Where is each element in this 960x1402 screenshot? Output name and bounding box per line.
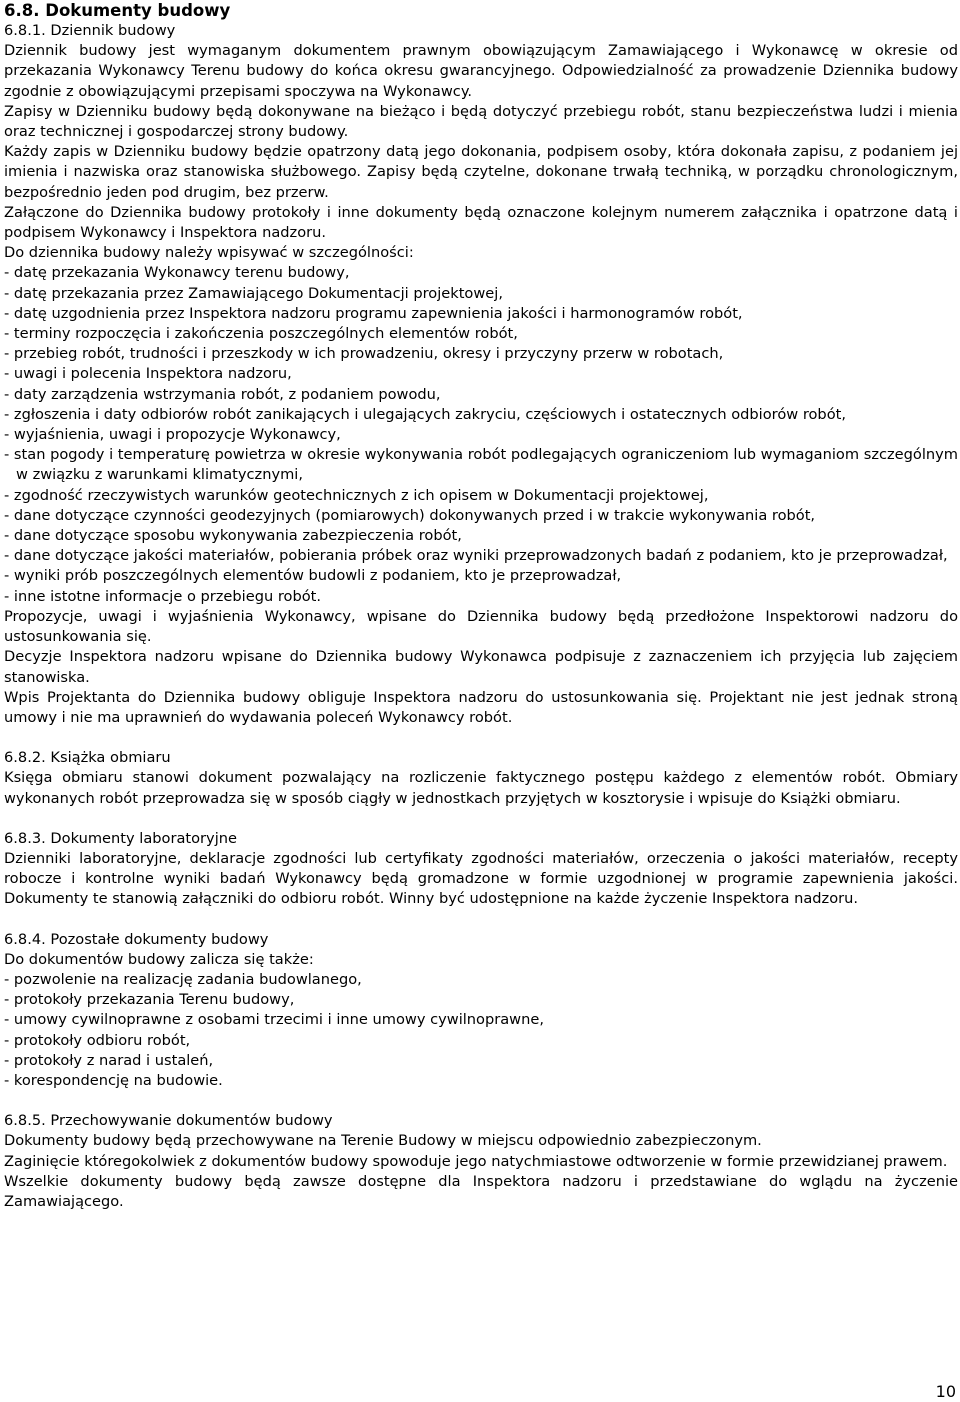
list-item: - terminy rozpoczęcia i zakończenia poszczególnych elementów robót, bbox=[4, 325, 518, 343]
list-item: - zgodność rzeczywistych warunków geotechnicznych z ich opisem w Dokumentacji projektowej, bbox=[4, 486, 709, 504]
list-item: - dane dotyczące sposobu wykonywania zabezpieczenia robót, bbox=[4, 527, 462, 545]
list-item: - korespondencję na budowie. bbox=[4, 1071, 223, 1089]
section-pozostale-dokumenty bbox=[4, 930, 958, 1092]
document-page bbox=[4, 0, 958, 1212]
paragraph: Dziennik budowy jest wymaganym dokumentem prawnym obowiązującym Zamawiającego i Wykonawcę w okresie od przekazania Wykonawcy Terenu budowy do końca okresu gwarancyjnego. Odpowiedzialność za prowadzenie Dziennika budowy zgodnie z obowiązującymi przepisami spoczywa na Wykonawcy. bbox=[4, 42, 958, 100]
subsection-heading: 6.8.5. Przechowywanie dokumentów budowy bbox=[4, 1112, 333, 1130]
paragraph: Każdy zapis w Dzienniku budowy będzie opatrzony datą jego dokonania, podpisem osoby, która dokonała zapisu, z podaniem jej imienia i nazwiska oraz stanowiska służbowego. Zapisy będą czytelne, dokonane trwałą techniką, w porządku chronologicznym, bezpośrednio jeden pod drugim, bez przerw. bbox=[4, 143, 958, 201]
paragraph: Dokumenty budowy będą przechowywane na Terenie Budowy w miejscu odpowiednio zabezpieczonym. bbox=[4, 1132, 762, 1150]
entries-list bbox=[4, 263, 958, 606]
list-item: - uwagi i polecenia Inspektora nadzoru, bbox=[4, 365, 292, 383]
list-item: - wyniki prób poszczególnych elementów budowli z podaniem, kto je przeprowadzał, bbox=[4, 567, 622, 585]
section-ksiazka-obmiaru bbox=[4, 748, 958, 809]
subsection-heading: 6.8.2. Książka obmiaru bbox=[4, 749, 171, 767]
list-item: - pozwolenie na realizację zadania budowlanego, bbox=[4, 970, 362, 988]
subsection-heading: 6.8.1. Dziennik budowy bbox=[4, 22, 176, 39]
list-item: - inne istotne informacje o przebiegu robót. bbox=[4, 587, 322, 605]
paragraph: Wszelkie dokumenty budowy będą zawsze dostępne dla Inspektora nadzoru i przedstawiane do wglądu na życzenie Zamawiającego. bbox=[4, 1172, 958, 1210]
list-item: - datę przekazania Wykonawcy terenu budowy, bbox=[4, 264, 350, 282]
paragraph: Zaginięcie któregokolwiek z dokumentów budowy spowoduje jego natychmiastowe odtworzenie w formie przewidzianej prawem. bbox=[4, 1152, 948, 1170]
list-item: - umowy cywilnoprawne z osobami trzecimi i inne umowy cywilnoprawne, bbox=[4, 1011, 544, 1029]
section-przechowywanie bbox=[4, 1111, 958, 1212]
list-item: - stan pogody i temperaturę powietrza w okresie wykonywania robót podlegających ograniczeniom lub wymaganiom szczególnym w związku z warunkami klimatycznymi, bbox=[4, 446, 958, 484]
paragraph: Dzienniki laboratoryjne, deklaracje zgodności lub certyfikaty zgodności materiałów, orzeczenia o jakości materiałów, recepty robocze i kontrolne wyniki badań Wykonawcy będą gromadzone w formie uzgodnionej w programie zapewnienia jakości. Dokumenty te stanowią załączniki do odbioru robót. Winny być udostępnione na każde życzenie Inspektora nadzoru. bbox=[4, 849, 958, 908]
list-item: - dane dotyczące jakości materiałów, pobierania próbek oraz wyniki przeprowadzonych badań z podaniem, kto je przeprowadzał, bbox=[4, 547, 948, 565]
list-item: - zgłoszenia i daty odbiorów robót zanikających i ulegających zakryciu, częściowych i ostatecznych odbiorów robót, bbox=[4, 405, 846, 423]
paragraph: Księga obmiaru stanowi dokument pozwalający na rozliczenie faktycznego postępu każdego z elementów robót. Obmiary wykonanych robót przeprowadza się w sposób ciągły w jednostkach przyjętych w kosztorysie i wpisuje do Książki obmiaru. bbox=[4, 769, 958, 807]
paragraph: Decyzje Inspektora nadzoru wpisane do Dziennika budowy Wykonawca podpisuje z zaznaczeniem ich przyjęcia lub zajęciem stanowiska. bbox=[4, 648, 958, 686]
section-dziennik-budowy bbox=[4, 21, 958, 728]
paragraph: Do dziennika budowy należy wpisywać w szczególności: bbox=[4, 244, 414, 262]
paragraph: Załączone do Dziennika budowy protokoły i inne dokumenty będą oznaczone kolejnym numerem załącznika i opatrzone datą i podpisem Wykonawcy i Inspektora nadzoru. bbox=[4, 203, 958, 242]
list-item: - wyjaśnienia, uwagi i propozycje Wykonawcy, bbox=[4, 426, 341, 444]
paragraph: Zapisy w Dzienniku budowy będą dokonywane na bieżąco i będą dotyczyć przebiegu robót, stanu bezpieczeństwa ludzi i mienia oraz technicznej i gospodarczej strony budowy. bbox=[4, 102, 958, 141]
list-item: - przebieg robót, trudności i przeszkody w ich prowadzeniu, okresy i przyczyny przerw w robotach, bbox=[4, 345, 724, 363]
list-item: - protokoły odbioru robót, bbox=[4, 1031, 191, 1049]
list-item: - datę przekazania przez Zamawiającego Dokumentacji projektowej, bbox=[4, 284, 503, 302]
paragraph: Wpis Projektanta do Dziennika budowy obliguje Inspektora nadzoru do ustosunkowania się. Projektant nie jest jednak stroną umowy i nie ma uprawnień do wydawania poleceń Wykonawcy robót. bbox=[4, 688, 958, 726]
section-title: 6.8. Dokumenty budowy bbox=[4, 1, 231, 20]
list-item: - datę uzgodnienia przez Inspektora nadzoru programu zapewnienia jakości i harmonogramów robót, bbox=[4, 304, 743, 322]
subsection-heading: 6.8.4. Pozostałe dokumenty budowy bbox=[4, 930, 269, 948]
documents-list bbox=[4, 970, 958, 1091]
list-item: - protokoły przekazania Terenu budowy, bbox=[4, 991, 295, 1009]
paragraph: Do dokumentów budowy zalicza się także: bbox=[4, 950, 314, 968]
list-item: - dane dotyczące czynności geodezyjnych (pomiarowych) dokonywanych przed i w trakcie wykonywania robót, bbox=[4, 506, 816, 524]
paragraph: Propozycje, uwagi i wyjaśnienia Wykonawcy, wpisane do Dziennika budowy będą przedłożone Inspektorowi nadzoru do ustosunkowania się. bbox=[4, 607, 958, 646]
list-item: - protokoły z narad i ustaleń, bbox=[4, 1051, 214, 1069]
page-number: 10 bbox=[935, 1382, 956, 1401]
list-item: - daty zarządzenia wstrzymania robót, z podaniem powodu, bbox=[4, 385, 441, 403]
section-dokumenty-laboratoryjne bbox=[4, 829, 958, 910]
subsection-heading: 6.8.3. Dokumenty laboratoryjne bbox=[4, 829, 237, 847]
